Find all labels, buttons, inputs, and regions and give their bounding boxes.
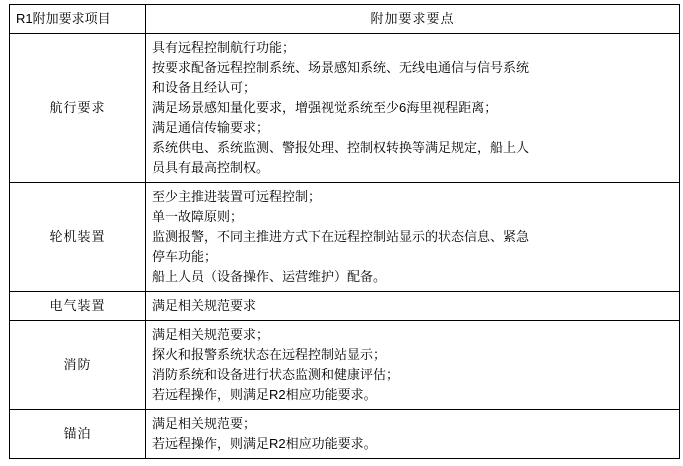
row-label-fire-protection: 消防: [10, 321, 146, 410]
column-header-points: 附加要求要点: [146, 5, 680, 34]
content-line: 消防系统和设备进行状态监测和健康评估；: [152, 367, 400, 382]
content-line: 员具有最高控制权。: [152, 160, 270, 175]
row-content-fire-protection: [146, 321, 680, 410]
requirements-table: [9, 4, 680, 459]
table-row: [10, 183, 680, 292]
content-line: 和设备且经认可；: [152, 80, 257, 95]
content-line: 具有远程控制航行功能；: [152, 40, 296, 55]
content-line: 系统供电、系统监测、警报处理、控制权转换等满足规定，船上人: [152, 140, 530, 155]
content-line: 满足相关规范要求；: [152, 327, 270, 342]
row-content-navigation: [146, 34, 680, 183]
content-line: 探火和报警系统状态在远程控制站显示；: [152, 347, 387, 362]
row-content-electrical: [146, 292, 680, 321]
table-row: [10, 34, 680, 183]
content-line: 至少主推进装置可远程控制；: [152, 189, 322, 204]
row-label-electrical: 电气装置: [10, 292, 146, 321]
column-header-item: R1附加要求项目: [10, 5, 146, 34]
table-row: [10, 321, 680, 410]
content-line: 若远程操作，则满足R2相应功能要求。: [152, 436, 377, 451]
content-line: 满足相关规范要；: [152, 416, 257, 431]
row-content-anchoring: [146, 410, 680, 459]
table-row: [10, 410, 680, 459]
content-line: 单一故障原则；: [152, 209, 244, 224]
content-line: 监测报警，不同主推进方式下在远程控制站显示的状态信息、紧急: [152, 229, 530, 244]
row-label-navigation: 航行要求: [10, 34, 146, 183]
content-line: 船上人员（设备操作、运营维护）配备。: [152, 269, 387, 284]
table-row: [10, 292, 680, 321]
content-line: 若远程操作，则满足R2相应功能要求。: [152, 387, 377, 402]
content-line: 满足通信传输要求；: [152, 120, 270, 135]
row-content-machinery: [146, 183, 680, 292]
row-label-anchoring: 锚泊: [10, 410, 146, 459]
content-line: 按要求配备远程控制系统、场景感知系统、无线电通信与信号系统: [152, 60, 530, 75]
row-label-machinery: 轮机装置: [10, 183, 146, 292]
content-line: 满足场景感知量化要求，增强视觉系统至少6海里视程距离；: [152, 100, 498, 115]
table-header-row: [10, 5, 680, 34]
content-line: 满足相关规范要求: [152, 298, 257, 313]
content-line: 停车功能；: [152, 249, 218, 264]
